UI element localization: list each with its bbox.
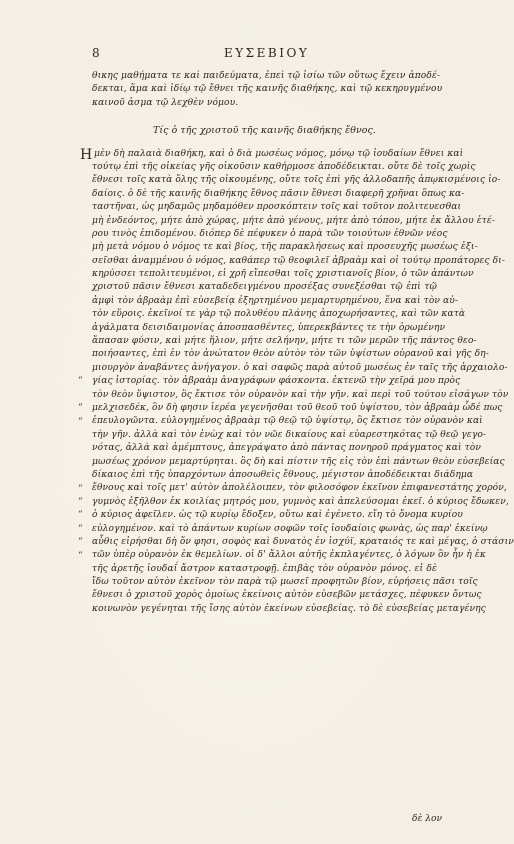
text-line: τῶν ὑπὲρ οὐρανὸν ἐκ θεμελίων. οἱ δ' ἄλλοι αὐτῆς ἐκπλαγέντες, ὁ λόγων ὃν ἦν ἡ ἐκ	[92, 550, 486, 561]
text-line: γυμνὸς ἐξῆλθον ἐκ κοιλίας μητρός μου, γυμνὸς καὶ ἀπελεύσομαι ἐκεῖ. ὁ κύριος ἔδωκεν,	[92, 496, 509, 507]
text-line: μελχισεδέκ, ὃν δὴ φησιν ἱερέα γεγενῆσθαι τοῦ θεοῦ τοῦ ὑψίστου, τὸν ἀβραὰμ ὧδέ πως	[92, 403, 503, 413]
text-line: ὁ κύριος ἀφεῖλεν. ὡς τῷ κυρίῳ ἔδοξεν, οὕτω καὶ ἐγένετο. εἴη τὸ ὄνομα κυρίου	[92, 510, 463, 521]
section-heading: Τίς ὁ τῆς χριστοῦ τῆς καινῆς διαθήκης ἔθνος.	[153, 125, 376, 137]
main-paragraph	[78, 146, 514, 617]
text-line: μὴ μετὰ νόμου ὁ νόμος τε καὶ βίος, τῆς παρακλήσεως καὶ προσευχῆς μωσέως ἐξι-	[92, 242, 478, 253]
text-line: δαίοις. ὁ δὲ τῆς καινῆς διαθήκης ἔθνος πᾶσιν ἔθνεσι διαφερῆ χρῆναι ὅπως κα-	[92, 188, 465, 199]
text-line: κοινωνὸν γεγένηται τῆς ἴσης αὐτὸν ἐκείνων εὐσεβείας. τὸ δὲ εὐσεβείας μεταγένης	[92, 603, 486, 614]
page-header	[92, 46, 422, 64]
text-line: εὐλογημένον. καὶ τὸ ἀπάντων κυρίων σοφῶν τοῖς ἰουδαίοις φωνὰς, ὡς παρ' ἐκείνῳ	[92, 523, 488, 534]
text-line: ἴδω τοῦτον αὐτὸν ἐκεῖνον τὸν παρὰ τῷ μωσεῖ προφητῶν βίον, εὑρήσεις πᾶσι τοῖς	[92, 577, 478, 588]
quotation-mark: “	[78, 376, 83, 387]
text-line: ἀγάλματα δεισιδαιμονίας ἀποσπασθέντες, ὑπερεκβάντες τε τὴν ὁρωμένην	[92, 322, 446, 333]
quotation-mark: “	[78, 523, 83, 534]
text-line: χριστοῦ πᾶσιν ἔθνεσι καταδεδειγμένου προσέξας συνεξέσθαι τῷ ἐπὶ τῷ	[92, 282, 437, 293]
text-line: ἔθνεσι ὁ χριστοῦ χορὸς ὁμοίως ἐκείνοις αὐτὸν εὐσεβῶν μετάσχες, πέφυκεν ὄντως	[92, 590, 482, 601]
quotation-mark: “	[78, 510, 83, 521]
text-line: τῆς ἀρετῆς ἰουδαΐ ἄστρον καταστροφῇ. ἐπιβὰς τὸν οὐρανὸν μόνος. εἰ δὲ	[92, 563, 437, 574]
page-number: 8	[92, 46, 101, 60]
text-line: ἔθνους καὶ τοῖς μετ' αὐτὸν ἀπολέλοιπεν, τὸν φιλοσόφον ἐκεῖνον ἐπιφανεστάτης χορόν,	[92, 483, 507, 494]
text-line: δεκται, ἅμα καὶ ἰδίῳ τῷ ἔθνει τῆς καινῆς διαθήκης, καὶ τῷ κεκηρυγμένου	[92, 84, 443, 95]
text-line: ταστῆναι, ὡς μηδαμῶς μηδαμόθεν προσκόπτειν τοῖς καὶ τοῦτον πολιτευεσθαι	[92, 202, 462, 213]
quotation-mark: “	[78, 496, 83, 507]
initial-letter: Η	[80, 146, 93, 163]
text-line: μωσέως χρόνον μεμαρτύρηται. ὃς δὴ καὶ πίστιν τῆς εἰς τὸν ἐπὶ πάντων θεὸν εὐσεβείας	[92, 456, 505, 467]
text-line: μὲν δὴ παλαιὰ διαθήκη, καὶ ὁ διὰ μωσέως νόμος, μόνῳ τῷ ἰουδαίων ἔθνει καὶ	[94, 148, 464, 159]
text-line: δίκαιος ἐπὶ τῆς ὑπαρχόντων ἀποσωθεὶς ἔθνους, μέγιστον ἀποδέδεικται διάδημα	[92, 469, 474, 480]
text-line: τούτῳ ἐπὶ τῆς οἰκείας γῆς οἰκοῦσιν καθήρμοσε ἀποδέδεικται. οὔτε δὲ τοῖς χωρὶς	[92, 161, 476, 172]
quotation-mark: “	[78, 537, 83, 548]
catchword: δὲ λον	[411, 814, 442, 824]
text-line: νότας, ἀλλὰ καὶ ἀμέμπτους, ἀπεγράψατο ἀπὸ πάντας πονηροῦ πράγματος καὶ τὸν	[92, 443, 482, 454]
text-line: μιουργὸν ἀναβάντες ἀνήγαγον. ὁ καὶ σαφῶς παρὰ αὐτοῦ μωσέως ἐν ταῖς τῆς ἀρχαιολο-	[92, 362, 508, 373]
quotation-mark: “	[78, 403, 83, 414]
text-line: τὸν εὕροις. ἐκεῖνοί τε γὰρ τῷ πολυθέου πλάνης ἀποχωρήσαντες, καὶ τῶν κατὰ	[92, 309, 466, 320]
quotation-mark: “	[78, 550, 83, 561]
text-line: αὖθις εἰρήσθαι δὴ ὅν φησι, σοφὸς καὶ δυνατὸς ἐν ἰσχύϊ, κραταιός τε καὶ μέγας, ὁ στάσιν	[92, 536, 514, 547]
text-block	[78, 70, 514, 616]
text-line: ποιήσαντες, ἐπὶ ἐν τὸν ἀνώτατον θεὸν αὐτὸν τὸν τῶν ὑψίστων οὐρανοῦ καὶ γῆς δη-	[92, 349, 489, 360]
text-line: ἀμφὶ τὸν ἀβραὰμ ἐπὶ εὐσεβείᾳ ἐξηρτημένου μεμαρτυρημένου, ἕνα καὶ τὸν αὐ-	[92, 295, 459, 306]
text-line: καινοῦ ἀσμα τῷ λεχθὲν νόμου.	[92, 97, 239, 108]
text-line: ἐπευλογῶντα. εὐλογημένος ἀβραὰμ τῷ θεῷ τῷ ὑψίστῳ, ὃς ἔκτισε τὸν οὐρανὸν καὶ	[92, 416, 483, 427]
text-line: ρου τινὸς ἐπιδομένου. διόπερ δὲ πέφυκεν ὁ παρὰ τῶν τοιούτων ἐθνῶν νέος	[92, 228, 448, 239]
text-line: γίας ἱστορίας. τὸν ἀβραὰμ ἀναγράφων φάσκοντα. ἐκτενῶ τὴν χεῖρά μου πρὸς	[92, 376, 461, 387]
text-line: τὴν γῆν. ἀλλὰ καὶ τὸν ἐνὼχ καὶ τὸν νῶε δικαίους καὶ εὐαρεστηκότας τῷ θεῷ γεγο-	[92, 429, 487, 440]
text-line: κηρύσσει τεπολιτευμένοι, εἰ χρῆ εἴπεσθαι τοῖς χριστιανοῖς βίον, ὁ τῶν ἁπάντων	[92, 269, 474, 280]
quotation-mark: “	[78, 416, 83, 427]
text-line: μὴ ἐνδεόντος, μήτε ἀπὸ χώρας, μήτε ἀπὸ γένους, μήτε ἀπὸ τόπου, μήτε ἐκ ἄλλου ἑτέ-	[92, 215, 496, 226]
text-line: ἅπασαν φύσιν, καὶ μήτε ἥλιον, μήτε σελήνην, μήτε τι τῶν μερῶν τῆς πάντος θεο-	[92, 336, 477, 347]
text-line: τὸν θεὸν ὕψιστον, ὃς ἔκτισε τὸν οὐρανὸν καὶ τὴν γῆν. καὶ περὶ τοῦ τούτου εἰσάγων τὸν	[92, 389, 509, 400]
running-title: ΕΥΣΕΒΙΟΥ	[224, 46, 310, 60]
text-line: σεῖσθαι ἀναμμένου ὁ νόμος, καθάπερ τῷ θεοφιλεῖ ἀβραὰμ καὶ οἱ τούτῳ προπάτορες δι-	[92, 255, 506, 266]
quotation-mark: “	[78, 483, 83, 494]
text-line: θικης μαθήματα τε καὶ παιδεύματα, ἐπεὶ τῷ ἰσίω τῶν οὕτως ἔχειν ἀποδέ-	[92, 71, 441, 81]
intro-paragraph	[92, 70, 443, 110]
text-line: ἔθνεσι τοῖς κατὰ ὅλης τῆς οἰκουμένης, οὔτε τοῖς ἐπὶ γῆς ἀλλοδαπῆς ἀπῳκισμένοις ἰο-	[92, 175, 501, 186]
